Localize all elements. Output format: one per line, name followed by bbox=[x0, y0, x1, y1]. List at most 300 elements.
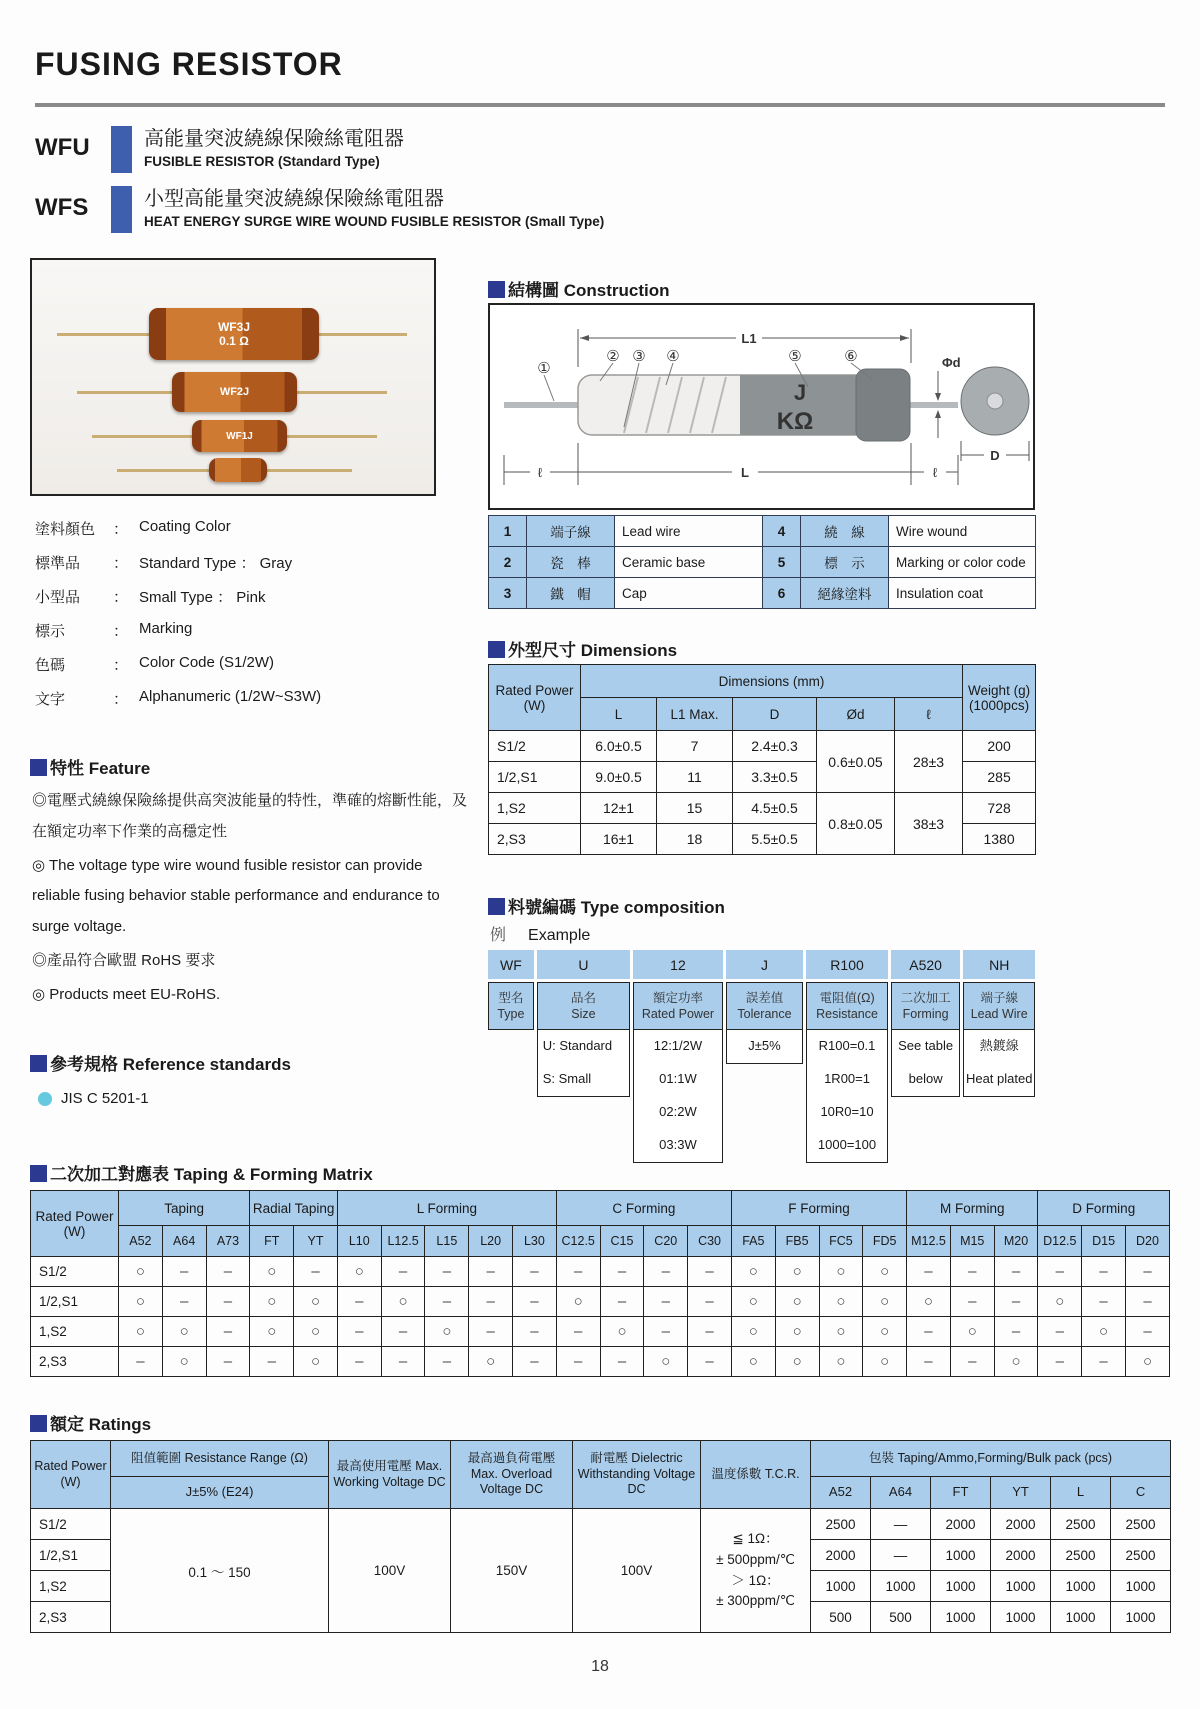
cap bbox=[856, 369, 910, 441]
segment-label: 品名 Size bbox=[537, 982, 630, 1030]
code-segment: U bbox=[537, 950, 630, 979]
accent-bar bbox=[111, 186, 132, 233]
resistor-body bbox=[149, 308, 319, 360]
matrix-cell: ○ bbox=[381, 1287, 425, 1317]
pack-col-header: L bbox=[1051, 1477, 1111, 1509]
example-label bbox=[490, 922, 590, 945]
matrix-cell: – bbox=[994, 1287, 1038, 1317]
dim-label-d: D bbox=[990, 448, 1000, 463]
pack-cell: 1000 bbox=[931, 1602, 991, 1633]
segment-label: 端子線 Lead Wire bbox=[963, 982, 1035, 1030]
feature-item: ◎ The voltage type wire wound fusible resistor can provide reliable fusing behavior stable performance and endurance to surge voltage. bbox=[32, 856, 440, 935]
tcr-line: ＞ 1Ω： bbox=[731, 1572, 780, 1588]
section-title-en: Ratings bbox=[88, 1415, 152, 1434]
typecomp-column bbox=[633, 950, 723, 1163]
section-square-icon bbox=[488, 641, 505, 658]
matrix-cell: – bbox=[556, 1257, 600, 1287]
callout-3: ③ bbox=[632, 348, 646, 365]
matrix-cell: – bbox=[1125, 1257, 1169, 1287]
callout-1: ① bbox=[537, 360, 551, 377]
example-zh: 例 bbox=[490, 927, 507, 944]
section-title-zh: 外型尺寸 bbox=[508, 641, 576, 660]
code-segment: 12 bbox=[633, 950, 723, 979]
matrix-cell: ○ bbox=[119, 1287, 163, 1317]
section-title-zh: 特性 bbox=[50, 759, 84, 778]
segment-label: 二次加工 Forming bbox=[891, 982, 961, 1030]
cell: 7 bbox=[657, 731, 733, 762]
section-title-zh: 參考規格 bbox=[50, 1055, 118, 1074]
matrix-cell: – bbox=[907, 1317, 951, 1347]
table-row bbox=[31, 1257, 1170, 1287]
part-number: 6 bbox=[763, 578, 801, 609]
matrix-cell: – bbox=[994, 1257, 1038, 1287]
matrix-cell: – bbox=[1038, 1317, 1082, 1347]
cell-merged: 38±3 bbox=[895, 793, 963, 855]
title-divider bbox=[35, 103, 1165, 107]
matrix-cell: ○ bbox=[162, 1347, 206, 1377]
table-row bbox=[31, 1441, 1171, 1477]
value: Small Type ： Pink bbox=[139, 589, 266, 606]
cell: 4.5±0.5 bbox=[733, 793, 817, 824]
matrix-cell: – bbox=[294, 1257, 338, 1287]
matrix-cell: – bbox=[1038, 1347, 1082, 1377]
section-header-reference bbox=[30, 1050, 291, 1075]
weight-line1: Weight (g) bbox=[968, 682, 1031, 698]
construction-diagram-svg bbox=[490, 305, 1033, 508]
matrix-cell: – bbox=[206, 1347, 250, 1377]
typecomp-value: 12:1/2W bbox=[653, 1038, 703, 1054]
taping-forming-matrix-table bbox=[30, 1190, 1170, 1377]
row-label: 1/2,S1 bbox=[31, 1540, 111, 1571]
matrix-cell: – bbox=[425, 1257, 469, 1287]
feature-list bbox=[32, 786, 472, 1013]
section-title-en: Type composition bbox=[580, 898, 725, 917]
section-title-en: Taping & Forming Matrix bbox=[173, 1165, 373, 1184]
typecomp-value: 02:2W bbox=[659, 1104, 697, 1120]
part-number: 4 bbox=[763, 516, 801, 547]
pack-cell: 1000 bbox=[1111, 1571, 1171, 1602]
table-row bbox=[31, 1226, 1170, 1257]
part-name-en: Marking or color code bbox=[889, 547, 1036, 578]
segment-label: 電阻值(Ω) Resistance bbox=[806, 982, 888, 1030]
col-header-weight bbox=[963, 665, 1036, 731]
matrix-cell: – bbox=[1125, 1287, 1169, 1317]
col-group-packing: 包裝 Taping/Ammo,Forming/Bulk pack (pcs) bbox=[811, 1441, 1171, 1477]
coating-color-list bbox=[35, 518, 465, 722]
matrix-cell: – bbox=[644, 1257, 688, 1287]
matrix-col-header: C12.5 bbox=[556, 1226, 600, 1257]
matrix-col-header: FC5 bbox=[819, 1226, 863, 1257]
part-name-zh: 繞 線 bbox=[801, 516, 889, 547]
code-segment: A520 bbox=[891, 950, 961, 979]
section-header-dimensions bbox=[488, 636, 677, 661]
product-code: WFU bbox=[35, 134, 90, 161]
col-group-dimensions-mm: Dimensions (mm) bbox=[581, 665, 963, 698]
matrix-cell: ○ bbox=[162, 1317, 206, 1347]
tcr-line: ± 500ppm/℃ bbox=[716, 1551, 795, 1567]
matrix-cell: – bbox=[600, 1257, 644, 1287]
matrix-cell: ○ bbox=[1082, 1317, 1126, 1347]
value: Coating Color bbox=[139, 518, 231, 535]
matrix-cell: – bbox=[950, 1257, 994, 1287]
list-item bbox=[35, 688, 465, 709]
pack-col-header: FT bbox=[931, 1477, 991, 1509]
matrix-cell: – bbox=[600, 1347, 644, 1377]
matrix-cell: – bbox=[950, 1347, 994, 1377]
section-square-icon bbox=[488, 281, 505, 298]
matrix-cell: – bbox=[600, 1287, 644, 1317]
cell: 200 bbox=[963, 731, 1036, 762]
dim-label-l1: L1 bbox=[741, 331, 757, 346]
row-label: S1/2 bbox=[31, 1257, 119, 1287]
matrix-col-header: C30 bbox=[688, 1226, 732, 1257]
matrix-cell: – bbox=[425, 1347, 469, 1377]
dim-label-ell-right: ℓ bbox=[932, 465, 938, 480]
cell: 728 bbox=[963, 793, 1036, 824]
ratings-table bbox=[30, 1440, 1171, 1633]
part-name-en: Cap bbox=[615, 578, 763, 609]
matrix-cell: ○ bbox=[863, 1287, 907, 1317]
matrix-col-header: FA5 bbox=[731, 1226, 775, 1257]
type-composition-table bbox=[488, 950, 1035, 1163]
typecomp-column bbox=[963, 950, 1035, 1163]
cell: 11 bbox=[657, 762, 733, 793]
pack-cell: 1000 bbox=[1051, 1602, 1111, 1633]
cell-merged: 0.6±0.05 bbox=[817, 731, 895, 793]
section-title-en: Construction bbox=[563, 281, 670, 300]
construction-diagram bbox=[488, 303, 1035, 510]
dim-label-phid: Φd bbox=[942, 355, 961, 370]
value: Alphanumeric (1/2W~S3W) bbox=[139, 688, 322, 705]
cell: 2.4±0.3 bbox=[733, 731, 817, 762]
pack-cell: 2000 bbox=[811, 1540, 871, 1571]
part-number: 2 bbox=[489, 547, 527, 578]
part-name-en: Lead wire bbox=[615, 516, 763, 547]
row-label: 1/2,S1 bbox=[489, 762, 581, 793]
matrix-cell: – bbox=[337, 1347, 381, 1377]
matrix-cell: – bbox=[1038, 1257, 1082, 1287]
matrix-cell: – bbox=[206, 1287, 250, 1317]
cell: 3.3±0.5 bbox=[733, 762, 817, 793]
matrix-cell: – bbox=[994, 1317, 1038, 1347]
row-label: 1,S2 bbox=[31, 1571, 111, 1602]
part-name-zh: 瓷 棒 bbox=[527, 547, 615, 578]
pack-cell: — bbox=[871, 1540, 931, 1571]
col-header-working-voltage: 最高使用電壓 Max. Working Voltage DC bbox=[329, 1441, 451, 1509]
matrix-cell: ○ bbox=[250, 1317, 294, 1347]
matrix-cell: – bbox=[337, 1317, 381, 1347]
part-number: 5 bbox=[763, 547, 801, 578]
label-zh: 塗料顏色 bbox=[35, 521, 96, 538]
matrix-cell: – bbox=[381, 1317, 425, 1347]
cell: 15 bbox=[657, 793, 733, 824]
product-title-zh: 高能量突波繞線保險絲電阻器 bbox=[144, 128, 404, 150]
matrix-cell: – bbox=[206, 1317, 250, 1347]
matrix-cell: ○ bbox=[775, 1347, 819, 1377]
section-title-zh: 結構圖 bbox=[508, 281, 559, 300]
col-group-m-forming: M Forming bbox=[907, 1191, 1038, 1226]
pack-cell: 2500 bbox=[1051, 1509, 1111, 1540]
value: Marking bbox=[139, 620, 193, 637]
feature-item: ◎產品符合歐盟 RoHS 要求 bbox=[32, 951, 216, 969]
pack-cell: 2000 bbox=[991, 1509, 1051, 1540]
table-row bbox=[31, 1347, 1170, 1377]
typecomp-value: 1R00=1 bbox=[824, 1071, 870, 1087]
matrix-col-header: L30 bbox=[513, 1226, 557, 1257]
col-group-radial-taping: Radial Taping bbox=[250, 1191, 338, 1226]
marking-text: J bbox=[793, 380, 807, 405]
pack-cell: 2500 bbox=[811, 1509, 871, 1540]
pack-cell: 1000 bbox=[811, 1571, 871, 1602]
col-header-overload-voltage: 最高過負荷電壓 Max. Overload Voltage DC bbox=[451, 1441, 573, 1509]
cell: 1380 bbox=[963, 824, 1036, 855]
part-name-zh: 端子線 bbox=[527, 516, 615, 547]
page-number: 18 bbox=[591, 1658, 609, 1675]
row-label: 2,S3 bbox=[489, 824, 581, 855]
table-row bbox=[489, 731, 1036, 762]
col-header-rated-power: Rated Power (W) bbox=[31, 1191, 119, 1257]
section-header-taping-forming bbox=[30, 1160, 373, 1185]
table-row bbox=[31, 1287, 1170, 1317]
matrix-col-header: A64 bbox=[162, 1226, 206, 1257]
section-header-ratings bbox=[30, 1410, 151, 1435]
product-title-en: FUSIBLE RESISTOR (Standard Type) bbox=[144, 154, 380, 169]
cell-working-voltage: 100V bbox=[329, 1509, 451, 1633]
pack-cell: 1000 bbox=[1111, 1602, 1171, 1633]
matrix-cell: ○ bbox=[775, 1257, 819, 1287]
col-header-dielectric-voltage: 耐電壓 Dielectric Withstanding Voltage DC bbox=[573, 1441, 701, 1509]
lead-wire-left bbox=[504, 402, 580, 408]
matrix-cell: – bbox=[644, 1317, 688, 1347]
page-title: FUSING RESISTOR bbox=[35, 46, 343, 82]
matrix-col-header: A52 bbox=[119, 1226, 163, 1257]
matrix-cell: ○ bbox=[819, 1317, 863, 1347]
matrix-cell: ○ bbox=[819, 1257, 863, 1287]
resistor-marking: WF3J bbox=[217, 320, 250, 334]
matrix-cell: – bbox=[688, 1287, 732, 1317]
pack-col-header: A64 bbox=[871, 1477, 931, 1509]
colon: ： bbox=[113, 623, 129, 640]
matrix-cell: – bbox=[162, 1287, 206, 1317]
list-item bbox=[35, 654, 465, 675]
matrix-col-header: A73 bbox=[206, 1226, 250, 1257]
col-header-d: D bbox=[733, 698, 817, 731]
pack-cell: 2000 bbox=[931, 1509, 991, 1540]
code-segment: WF bbox=[488, 950, 534, 979]
pack-cell: 1000 bbox=[991, 1571, 1051, 1602]
matrix-cell: ○ bbox=[819, 1347, 863, 1377]
callout-2: ② bbox=[606, 348, 620, 365]
matrix-cell: – bbox=[250, 1347, 294, 1377]
matrix-cell: ○ bbox=[731, 1287, 775, 1317]
section-title-zh: 料號編碼 bbox=[508, 898, 576, 917]
callout-6: ⑥ bbox=[844, 348, 858, 365]
matrix-cell: – bbox=[688, 1257, 732, 1287]
tcr-line: ± 300ppm/℃ bbox=[716, 1593, 795, 1609]
pack-cell: 1000 bbox=[871, 1571, 931, 1602]
matrix-cell: ○ bbox=[863, 1257, 907, 1287]
typecomp-column bbox=[806, 950, 888, 1163]
cell-dielectric-voltage: 100V bbox=[573, 1509, 701, 1633]
segment-values bbox=[726, 1030, 804, 1064]
pack-cell: 2500 bbox=[1051, 1540, 1111, 1571]
section-square-icon bbox=[30, 1415, 47, 1432]
section-header-feature bbox=[30, 754, 150, 779]
matrix-col-header: D12.5 bbox=[1038, 1226, 1082, 1257]
typecomp-value: 熱鍍線 bbox=[979, 1038, 1019, 1054]
matrix-cell: ○ bbox=[731, 1257, 775, 1287]
typecomp-column bbox=[537, 950, 630, 1163]
pack-cell: — bbox=[871, 1509, 931, 1540]
row-label: 1/2,S1 bbox=[31, 1287, 119, 1317]
matrix-cell: ○ bbox=[907, 1287, 951, 1317]
code-segment: J bbox=[726, 950, 804, 979]
row-label: S1/2 bbox=[31, 1509, 111, 1540]
colon: ： bbox=[113, 657, 129, 674]
section-title-zh: 二次加工對應表 bbox=[50, 1165, 169, 1184]
resistor-image bbox=[77, 372, 387, 412]
matrix-cell: – bbox=[469, 1257, 513, 1287]
matrix-col-header: L12.5 bbox=[381, 1226, 425, 1257]
section-square-icon bbox=[30, 1055, 47, 1072]
matrix-cell: – bbox=[907, 1257, 951, 1287]
matrix-cell: ○ bbox=[119, 1257, 163, 1287]
standard-name: JIS C 5201-1 bbox=[61, 1090, 149, 1107]
matrix-cell: – bbox=[513, 1317, 557, 1347]
typecomp-value: Heat plated bbox=[965, 1071, 1033, 1087]
matrix-cell: – bbox=[950, 1287, 994, 1317]
matrix-col-header: D15 bbox=[1082, 1226, 1126, 1257]
pack-cell: 500 bbox=[811, 1602, 871, 1633]
accent-bar bbox=[111, 126, 132, 173]
matrix-cell: – bbox=[688, 1317, 732, 1347]
matrix-cell: ○ bbox=[294, 1347, 338, 1377]
pack-cell: 2500 bbox=[1111, 1540, 1171, 1571]
matrix-col-header: L10 bbox=[337, 1226, 381, 1257]
part-number: 3 bbox=[489, 578, 527, 609]
typecomp-value: J±5% bbox=[748, 1038, 781, 1054]
matrix-cell: ○ bbox=[1125, 1347, 1169, 1377]
col-header-od: Ød bbox=[817, 698, 895, 731]
matrix-col-header: M12.5 bbox=[907, 1226, 951, 1257]
matrix-cell: ○ bbox=[425, 1317, 469, 1347]
table-row bbox=[31, 1317, 1170, 1347]
resistor-marking: 0.1 Ω bbox=[219, 334, 249, 348]
section-title-en: Feature bbox=[88, 759, 151, 778]
label-zh: 文字 bbox=[35, 691, 66, 708]
matrix-cell: – bbox=[1082, 1347, 1126, 1377]
typecomp-value: 10R0=10 bbox=[820, 1104, 874, 1120]
matrix-cell: ○ bbox=[775, 1287, 819, 1317]
product-code: WFS bbox=[35, 194, 89, 221]
matrix-cell: ○ bbox=[775, 1317, 819, 1347]
matrix-col-header: L20 bbox=[469, 1226, 513, 1257]
section-square-icon bbox=[488, 898, 505, 915]
matrix-cell: – bbox=[337, 1287, 381, 1317]
segment-label: 額定功率 Rated Power bbox=[633, 982, 723, 1030]
resistor-body bbox=[209, 458, 267, 482]
list-item bbox=[35, 552, 465, 573]
marking-text: KΩ bbox=[776, 408, 814, 435]
list-item bbox=[35, 518, 465, 539]
table-row bbox=[489, 516, 1036, 547]
matrix-col-header: FT bbox=[250, 1226, 294, 1257]
cell: 6.0±0.5 bbox=[581, 731, 657, 762]
list-item bbox=[35, 620, 465, 641]
part-name-zh: 標 示 bbox=[801, 547, 889, 578]
resistor-image bbox=[117, 458, 352, 482]
typecomp-value: below bbox=[908, 1071, 943, 1087]
section-header-construction bbox=[488, 276, 670, 301]
pack-cell: 1000 bbox=[991, 1602, 1051, 1633]
product-wfu bbox=[35, 126, 604, 173]
construction-legend-table bbox=[488, 515, 1036, 609]
pack-col-header: YT bbox=[991, 1477, 1051, 1509]
label-zh: 小型品 bbox=[35, 589, 81, 606]
matrix-col-header: D20 bbox=[1125, 1226, 1169, 1257]
callout-4: ④ bbox=[666, 348, 680, 365]
resistor-marking: WF2J bbox=[219, 386, 250, 398]
product-title-en: HEAT ENERGY SURGE WIRE WOUND FUSIBLE RESISTOR (Small Type) bbox=[144, 214, 605, 229]
section-square-icon bbox=[30, 759, 47, 776]
feature-item: ◎ Products meet EU-RoHS. bbox=[32, 985, 221, 1003]
code-segment: NH bbox=[963, 950, 1035, 979]
cell: 16±1 bbox=[581, 824, 657, 855]
section-title-en: Dimensions bbox=[580, 641, 678, 660]
matrix-cell: ○ bbox=[294, 1287, 338, 1317]
matrix-cell: – bbox=[513, 1347, 557, 1377]
product-headings bbox=[35, 126, 604, 246]
cell-merged: 0.8±0.05 bbox=[817, 793, 895, 855]
matrix-cell: – bbox=[688, 1347, 732, 1377]
typecomp-value: See table bbox=[898, 1038, 954, 1054]
pack-cell: 1000 bbox=[931, 1540, 991, 1571]
matrix-cell: – bbox=[206, 1257, 250, 1287]
feature-item: ◎電壓式繞線保險絲提供高突波能量的特性，準確的熔斷性能，及在額定功率下作業的高穩定性 bbox=[32, 792, 468, 840]
matrix-cell: – bbox=[1082, 1287, 1126, 1317]
matrix-cell: ○ bbox=[994, 1347, 1038, 1377]
matrix-cell: – bbox=[1082, 1257, 1126, 1287]
matrix-cell: ○ bbox=[600, 1317, 644, 1347]
resistor-body bbox=[172, 372, 297, 412]
matrix-cell: – bbox=[556, 1317, 600, 1347]
matrix-cell: ○ bbox=[469, 1347, 513, 1377]
colon: ： bbox=[113, 521, 129, 538]
segment-values bbox=[963, 1030, 1035, 1097]
row-label: 2,S3 bbox=[31, 1602, 111, 1633]
segment-values bbox=[537, 1030, 630, 1097]
pack-col-header: A52 bbox=[811, 1477, 871, 1509]
value: Standard Type ： Gray bbox=[139, 555, 293, 572]
value: Color Code (S1/2W) bbox=[139, 654, 275, 671]
matrix-col-header: L15 bbox=[425, 1226, 469, 1257]
section-header-type-composition bbox=[488, 893, 725, 918]
col-header-tcr: 溫度係數 T.C.R. bbox=[701, 1441, 811, 1509]
part-number: 1 bbox=[489, 516, 527, 547]
segment-label: 型名 Type bbox=[488, 982, 534, 1030]
matrix-cell: ○ bbox=[731, 1347, 775, 1377]
cell-resistance-range: 0.1 ～ 150 bbox=[111, 1509, 329, 1633]
matrix-col-header: C15 bbox=[600, 1226, 644, 1257]
segment-values bbox=[806, 1030, 888, 1163]
matrix-cell: – bbox=[1125, 1317, 1169, 1347]
part-name-zh: 鐵 帽 bbox=[527, 578, 615, 609]
matrix-col-header: FD5 bbox=[863, 1226, 907, 1257]
matrix-cell: – bbox=[469, 1287, 513, 1317]
cell-merged: 28±3 bbox=[895, 731, 963, 793]
matrix-cell: – bbox=[162, 1257, 206, 1287]
col-group-c-forming: C Forming bbox=[556, 1191, 731, 1226]
